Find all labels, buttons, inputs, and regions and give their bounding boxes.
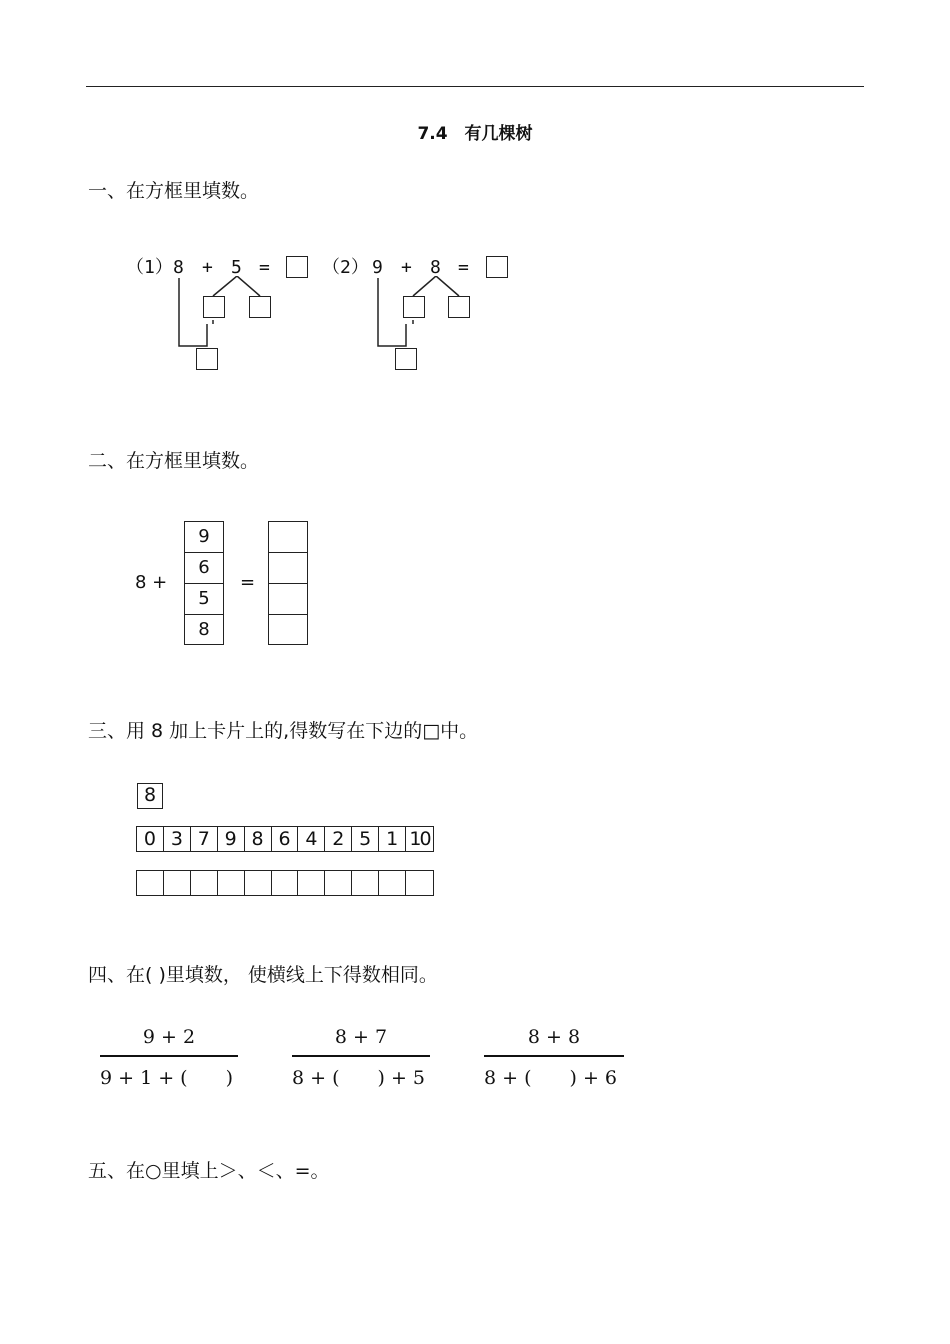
problem-2-b: 8 [430, 257, 441, 278]
answer-cell[interactable] [352, 871, 379, 895]
answer-cell[interactable] [298, 871, 325, 895]
problem-1-a: 8 [173, 257, 184, 278]
result-cell[interactable] [269, 522, 307, 553]
section-5-heading: 五、在○里填上＞、＜、=。 [88, 1160, 330, 1182]
fraction-line [100, 1055, 238, 1057]
equation-fraction-3 [484, 1026, 624, 1090]
ten-box[interactable] [395, 348, 417, 370]
card: 6 [272, 827, 299, 851]
answer-cell[interactable] [379, 871, 406, 895]
problem-2-eq: = [458, 257, 469, 278]
problem-2-a: 9 [372, 257, 383, 278]
page-title: 7.4 有几棵树 [417, 124, 533, 144]
split-box-2[interactable] [448, 296, 470, 318]
problem-2-label: （2） [322, 257, 369, 278]
base-card: 8 [137, 783, 163, 809]
answer-cell[interactable] [325, 871, 352, 895]
card: 8 [245, 827, 272, 851]
equals-sign: = [240, 572, 256, 593]
answer-cell[interactable] [406, 871, 433, 895]
addend-column [184, 521, 224, 645]
card-row [136, 826, 434, 852]
answer-box[interactable] [286, 256, 308, 278]
problem-1-label: （1） [126, 257, 173, 278]
problem-1-eq: = [259, 257, 270, 278]
answer-cell[interactable] [164, 871, 191, 895]
problem-2-op: + [401, 257, 412, 278]
problem-1-b: 5 [231, 257, 242, 278]
card: 10 [409, 828, 430, 850]
fraction-line [484, 1055, 624, 1057]
answer-cell[interactable] [272, 871, 299, 895]
answer-cell[interactable] [137, 871, 164, 895]
addend-cell: 9 [185, 522, 223, 553]
equation-fraction-1 [100, 1026, 238, 1090]
split-box-1[interactable] [403, 296, 425, 318]
result-cell[interactable] [269, 584, 307, 615]
answer-cell[interactable] [191, 871, 218, 895]
card: 1 [379, 827, 406, 851]
ten-box[interactable] [196, 348, 218, 370]
fraction-top: 8 + 7 [334, 1026, 388, 1048]
card: 7 [191, 827, 218, 851]
result-cell[interactable] [269, 553, 307, 584]
card: 9 [218, 827, 245, 851]
equation-fraction-2 [292, 1026, 430, 1090]
result-column [268, 521, 308, 645]
card: 4 [298, 827, 325, 851]
card: 0 [137, 827, 164, 851]
section-1-heading: 一、在方框里填数。 [88, 180, 260, 202]
addend-cell: 8 [198, 619, 210, 640]
addend-cell: 5 [185, 584, 223, 615]
fraction-bottom[interactable]: 9 + 1 + ( ) [100, 1067, 234, 1089]
section-4-heading: 四、在( )里填数， 使横线上下得数相同。 [88, 964, 438, 986]
decompose-lines [369, 276, 479, 376]
fraction-bottom[interactable]: 8 + ( ) + 6 [484, 1067, 618, 1089]
card: 3 [164, 827, 191, 851]
section-2-heading: 二、在方框里填数。 [88, 450, 260, 472]
addend-cell: 6 [185, 553, 223, 584]
split-box-1[interactable] [203, 296, 225, 318]
answer-box[interactable] [486, 256, 508, 278]
card: 5 [352, 827, 379, 851]
answer-row [136, 870, 434, 896]
fraction-top: 8 + 8 [527, 1026, 581, 1048]
card: 2 [325, 827, 352, 851]
answer-cell[interactable] [218, 871, 245, 895]
fraction-bottom[interactable]: 8 + ( ) + 5 [292, 1067, 426, 1089]
fraction-top: 9 + 2 [142, 1026, 196, 1048]
addend-label: 8 + [135, 572, 168, 593]
problem-1-op: + [202, 257, 213, 278]
answer-cell[interactable] [245, 871, 272, 895]
result-cell[interactable] [269, 615, 307, 646]
decompose-lines [170, 276, 280, 376]
split-box-2[interactable] [249, 296, 271, 318]
fraction-line [292, 1055, 430, 1057]
section-3-heading: 三、用 8 加上卡片上的,得数写在下边的□中。 [88, 720, 479, 742]
header-rule [86, 86, 864, 87]
